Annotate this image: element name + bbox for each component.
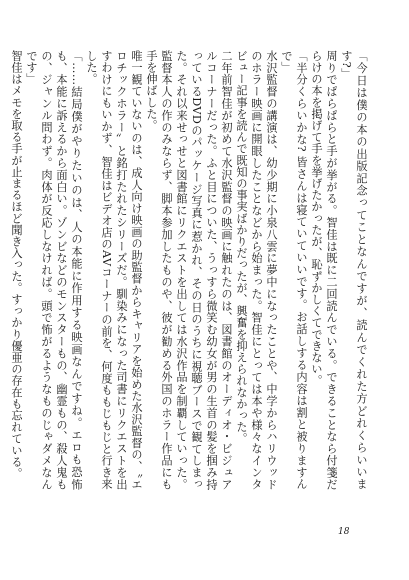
paragraph: 「今日は僕の本の出版記念ってことなんですが、読んでくれた方どれくらいいます?」 [340,50,368,490]
page-number: 18 [338,527,350,537]
paragraph: 「……結局僕がやりたいのは、人の本能に作用する映画なんですね。エロも恐怖も、本能に訴えるから面白い。ゾンビなどのモンスターもの、幽霊もの、殺人鬼もの、ジャンル問わず。肉体が反応しなければ。頭で怖がるようなものじゃダメなんです」 [25,50,83,490]
vertical-text-body [10,50,369,490]
paragraph: 水沢監督の講演は、幼少期に小泉八雲に夢中になったことや、中学からハリウッドのホラー映画に開眼したことなどから始まった。智佳にとっては本や様々なインタビュー記事を読んで既知の事実ばかりだったが、興奮を抑えられなかった。 [235,50,278,490]
paragraph: 唯一観ていないのは、成人向け映画の助監督からキャリアを始めた水沢監督の、〝エロチックホラー〟と銘打たれたシリーズだ。馴染みになった司書にリクエストを出すわけにもいかず、智佳はビデオ店のAVコーナーの前を、何度ももじもじと行き来した。 [85,50,143,490]
paragraph: 二年前智佳が初めて水沢監督の映画に触れたのは、図書館のオーディオ・ビジュアルコーナーだった。ふと目についた、うっすら微笑む幼女が男の生首の髪を掴み持っているDVDのパッケージ写真に惹かれ、その日のうちに視聴ブースで観てしまった。それ以来せっせと図書館にリクエストを出しては水沢作品を制覇していった。監督本人の作のみならず、脚本参加したものや、彼が勧める外国のホラー作品にも手を伸ばした。 [145,50,233,490]
paragraph: 「半分くらいかな? 皆さんは寝ていていいです。お話しする内容は割と被りますんで」 [280,50,308,490]
paragraph: 周りでぱらぱらと手が挙がる。智佳は既に二回読んでいる。できることなら付箋だらけの本を掲げて手を挙げたかったが、恥ずかしくてできない。 [310,50,338,490]
paragraph: 智佳はメモを取る手が止まるほど聞き入った。すっかり優亜の存在も忘れている。 [10,50,23,480]
